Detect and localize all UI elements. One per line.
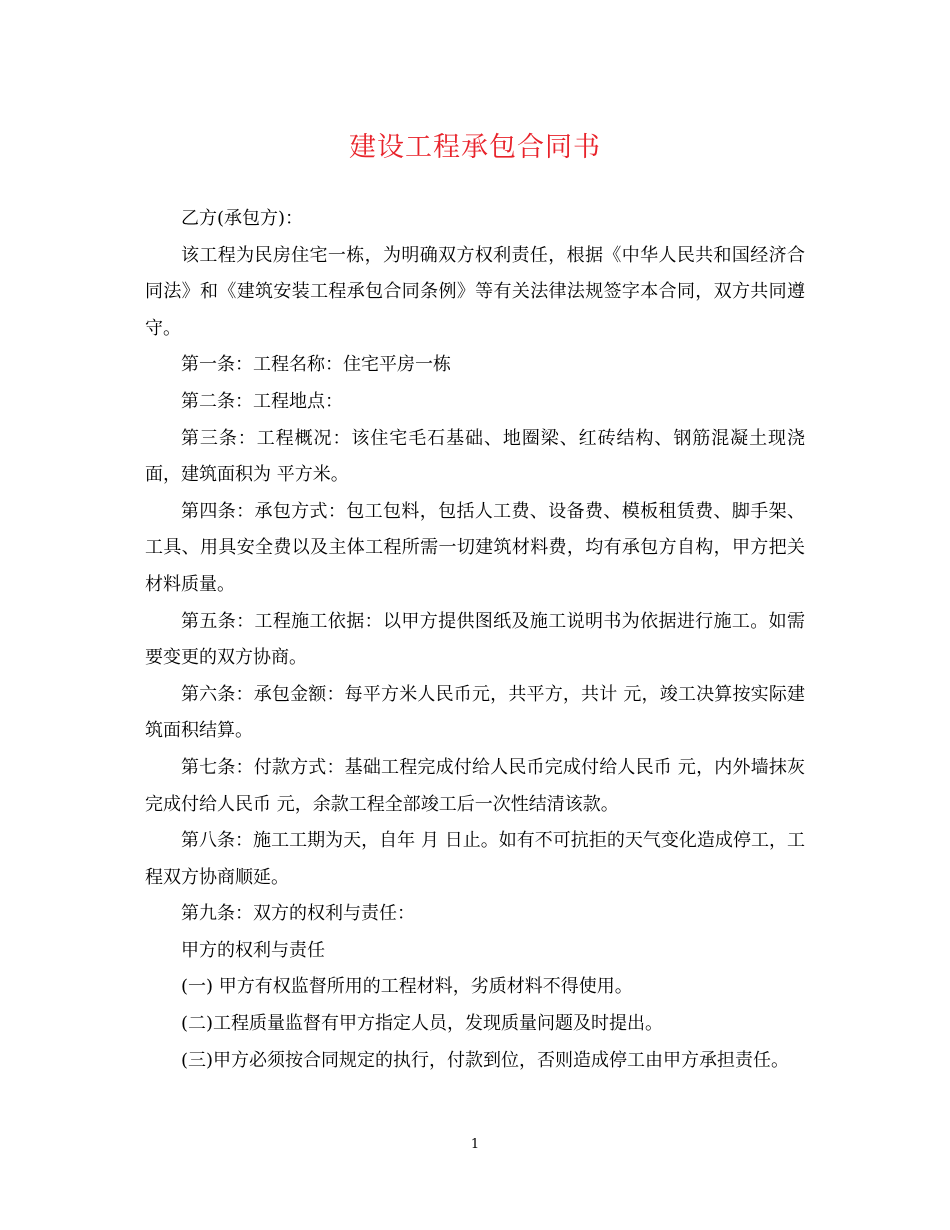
paragraph-preamble: 该工程为民房住宅一栋，为明确双方权利责任，根据《中华人民共和国经济合同法》和《建筑安装工程承包合同条例》等有关法律法规签字本合同，双方共同遵守。 [145, 244, 805, 339]
paragraph-article-3: 第三条：工程概况：该住宅毛石基础、地圈梁、红砖结构、钢筋混凝土现浇面，建筑面积为 平方米。 [145, 427, 805, 486]
paragraph-article-1: 第一条：工程名称：住宅平房一栋 [181, 354, 451, 376]
paragraph-article-4: 第四条：承包方式：包工包料，包括人工费、设备费、模板租赁费、脚手架、工具、用具安全费以及主体工程所需一切建筑材料费，均有承包方自构，甲方把关材料质量。 [145, 500, 805, 595]
paragraph-article-2: 第二条：工程地点： [181, 390, 343, 412]
paragraph-party-a-heading: 甲方的权利与责任 [181, 939, 325, 961]
paragraph-article-5: 第五条：工程施工依据：以甲方提供图纸及施工说明书为依据进行施工。如需要变更的双方协商。 [145, 610, 805, 669]
paragraph-party-a-item-1: (一) 甲方有权监督所用的工程材料，劣质材料不得使用。 [181, 976, 633, 998]
paragraph-article-7: 第七条：付款方式：基础工程完成付给人民币完成付给人民币 元，内外墙抹灰完成付给人民币 元，余款工程全部竣工后一次性结清该款。 [145, 756, 805, 815]
paragraph-party-a-item-2: (二)工程质量监督有甲方指定人员，发现质量问题及时提出。 [181, 1013, 664, 1035]
paragraph-party-b: 乙方(承包方)： [181, 208, 304, 229]
paragraph-article-9: 第九条：双方的权利与责任： [181, 903, 415, 925]
paragraph-article-6: 第六条：承包金额：每平方米人民币元，共平方，共计 元，竣工决算按实际建筑面积结算。 [145, 683, 805, 742]
paragraph-party-a-item-3: (三)甲方必须按合同规定的执行，付款到位，否则造成停工由甲方承担责任。 [181, 1049, 790, 1071]
document-body [145, 201, 805, 1079]
paragraph-article-8: 第八条：施工工期为天，自年 月 日止。如有不可抗拒的天气变化造成停工，工程双方协商顺延。 [145, 830, 805, 888]
document-title: 建设工程承包合同书 [349, 132, 601, 163]
page-number: 1 [470, 1137, 480, 1152]
